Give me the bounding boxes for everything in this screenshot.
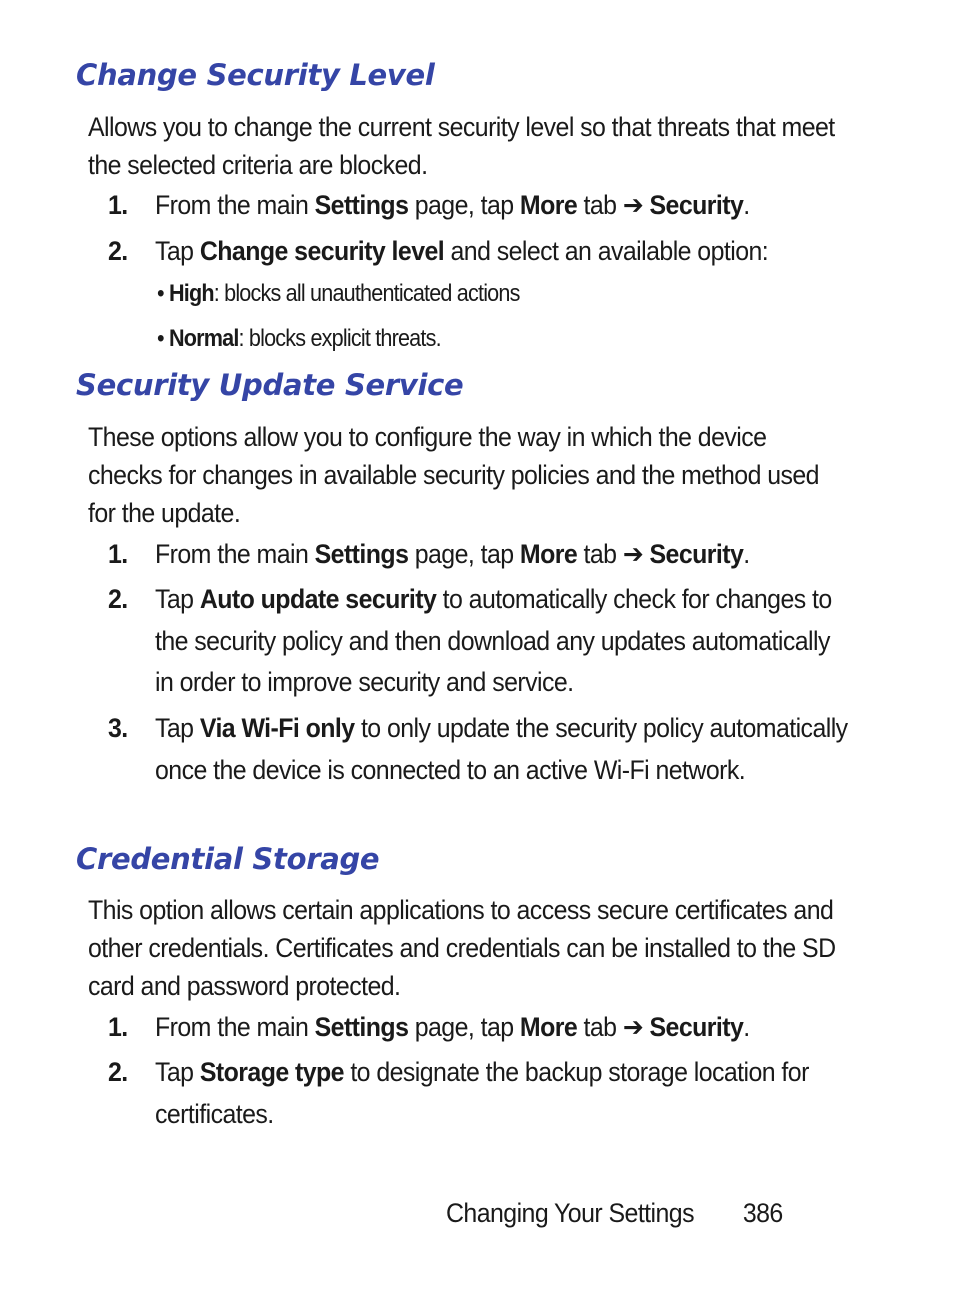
section-intro: These options allow you to configure the way in which the device checks for changes in available security policies and the method used for the update. [88,422,819,528]
section-intro: This option allows certain applications to access secure certificates and other credentials. Certificates and credentials can be installed to the SD card and password protected. [88,895,836,1001]
bullet-mark: • [157,280,164,307]
bold-term: More [519,539,578,569]
step-item [108,579,860,704]
page-number: 386 [742,1198,783,1228]
section-heading-credential-storage: Credential Storage [76,842,380,876]
bold-term: Normal [168,325,239,352]
step-number: 2. [108,236,128,266]
step-text: Tap Change security level and select an available option: [155,236,769,266]
bold-term: More [519,190,578,220]
bold-term: Settings [314,1012,409,1042]
step-number: 3. [108,713,128,743]
bullet-item: • High: blocks all unauthenticated actions [157,280,520,307]
chapter-title: Changing Your Settings [446,1198,694,1228]
bold-term: Security [649,539,744,569]
step-text: Tap Auto update security to automatically check for changes to the security policy and then download any updates automatically in order to improve security and service. [155,584,832,697]
step-item [108,1052,860,1135]
step-number: 1. [108,539,128,569]
bullet-item: • Normal: blocks explicit threats. [157,325,441,352]
bullet-mark: • [157,325,164,352]
step-text: From the main Settings page, tap More tab ➔ Security. [155,1012,750,1042]
step-text: From the main Settings page, tap More tab ➔ Security. [155,190,750,220]
bold-term: Security [649,190,744,220]
step-item [108,708,860,791]
step-number: 1. [108,1012,128,1042]
page-footer [446,1197,783,1229]
step-text: From the main Settings page, tap More tab ➔ Security. [155,539,750,569]
section-heading-security-update-service: Security Update Service [76,368,464,402]
bold-term: More [519,1012,578,1042]
bold-term: Auto update security [199,584,437,614]
step-text: Tap Storage type to designate the backup storage location for certificates. [155,1057,809,1129]
step-text: Tap Via Wi-Fi only to only update the security policy automatically once the device is connected to an active Wi-Fi network. [155,713,848,785]
step-item [108,534,860,576]
step-number: 2. [108,584,128,614]
bold-term: Settings [314,539,409,569]
bold-term: Via Wi-Fi only [199,713,355,743]
section-intro: Allows you to change the current security level so that threats that meet the selected criteria are blocked. [88,112,835,180]
section-heading-change-security-level: Change Security Level [76,58,435,92]
bold-term: Settings [314,190,409,220]
bold-term: Change security level [199,236,445,266]
step-item [108,1007,860,1049]
step-number: 1. [108,190,128,220]
bold-term: Security [649,1012,744,1042]
bold-term: High [168,280,214,307]
bold-term: Storage type [199,1057,344,1087]
step-number: 2. [108,1057,128,1087]
step-item [108,231,860,273]
step-item [108,185,860,227]
